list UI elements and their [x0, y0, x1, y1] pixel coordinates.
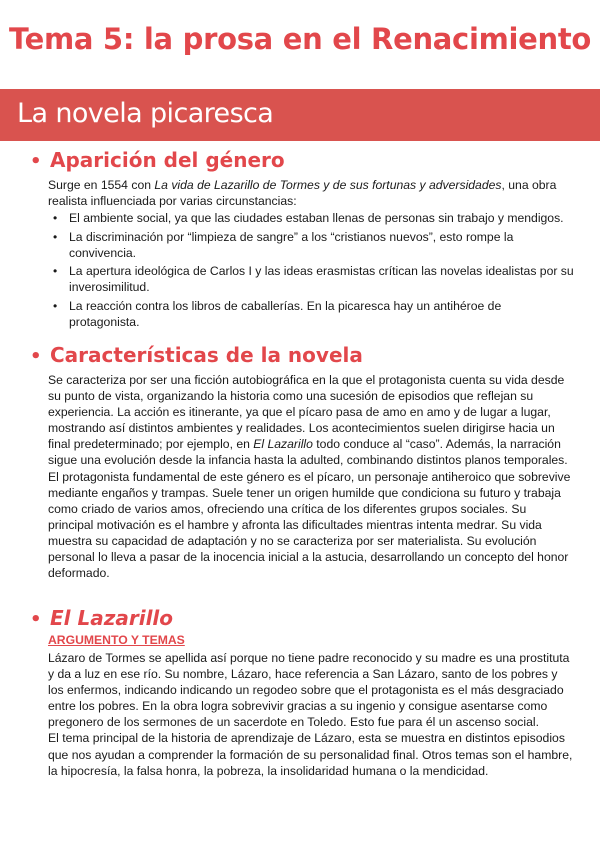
heading-lazarillo: • El Lazarillo — [30, 606, 174, 630]
heading-caracteristicas: • Características de la novela — [30, 343, 363, 367]
lazarillo-body: Lázaro de Tormes se apellida así porque no tiene padre reconocido y su madre es una prostituta y da a luz en ese río. Su nombre, Lázaro, hace referencia a San Lázaro, santo de los pobres y los enfermos, indicando indicando un regodeo sobre que el protagonista es el más desgraciado entre los pobres. En la obra logra sobrevivir gracias a su ingenio y consigue asentarse como pregonero de los sermones de un sacerdote en Toledo. Esto fue para él un ascenso social. El tema principal de la historia de aprendizaje de Lázaro, esta se muestra en distintos episodios que nos ayudan a comprender la formación de su personalidad final. Otros temas son el hambre, la hipocresía, la falsa honra, la pobreza, la insolidaridad humana o la mendicidad. — [48, 651, 573, 778]
heading-aparicion: • Aparición del género — [30, 148, 285, 172]
page-title: Tema 5: la prosa en el Renacimiento — [8, 22, 592, 56]
heading-bullet: • — [30, 609, 42, 630]
list-item: • El ambiente social, ya que las ciudades estaban llenas de personas sin trabajo y mendigos. — [53, 211, 564, 225]
circumstances-list — [48, 210, 574, 333]
list-item: • La apertura ideológica de Carlos I y las ideas erasmistas crítican las novelas idealistas por su inverosimilitud. — [53, 264, 574, 295]
section-banner — [0, 89, 600, 141]
caracteristicas-body: Se caracteriza por ser una ficción autobiográfica en la que el protagonista cuenta su vida desde su punto de vista, organizando la historia como una sucesión de episodios que reflejan su experiencia. La acción es itinerante, ya que el pícaro pasa de amo en amo y de lugar a lugar, mostrando así distintos ambientes y realidades. Los acontecimientos suelen dirigirse hacia un final predeterminado; por ejemplo, en El Lazarillo todo conduce al “caso”. Además, la narración sigue una evolución desde la infancia hasta la adulted, combinando distintos planos temporales. El protagonista fundamental de este género es el pícaro, un personaje antiheroico que sobrevive mediante engaños y trampas. Suele tener un origen humilde que condiciona su futuro y trabaja como criado de varios amos, ofreciendo una crítica de los diferentes grupos sociales. Su principal motivación es el hambre y afronta las dificultades mientras intenta medrar. Su vida muestra su capacidad de adaptación y no se caracteriza por ser materialista. Su evolución personal lo lleva a pasar de la inocencia inicial a la astucia, desarrollando un concepto del honor deformado. — [48, 373, 571, 581]
heading-bullet: • — [30, 151, 42, 172]
subheading-argumento: ARGUMENTO Y TEMAS — [48, 633, 185, 647]
list-item: • La reacción contra los libros de caballerías. En la picaresca hay un antihéroe de protagonista. — [53, 298, 502, 330]
banner-title: La novela picaresca — [17, 98, 274, 129]
work-title: La vida de Lazarillo de Tormes y de sus fortunas y adversidades — [154, 178, 502, 192]
aparicion-intro: Surge en 1554 con La vida de Lazarillo de Tormes y de sus fortunas y adversidades, una obra realista influenciada por varias circunstancias: — [48, 178, 557, 209]
heading-bullet: • — [30, 346, 42, 367]
list-item: • La discriminación por “limpieza de sangre” a los “cristianos nuevos”, esto rompe la convivencia. — [53, 229, 514, 260]
